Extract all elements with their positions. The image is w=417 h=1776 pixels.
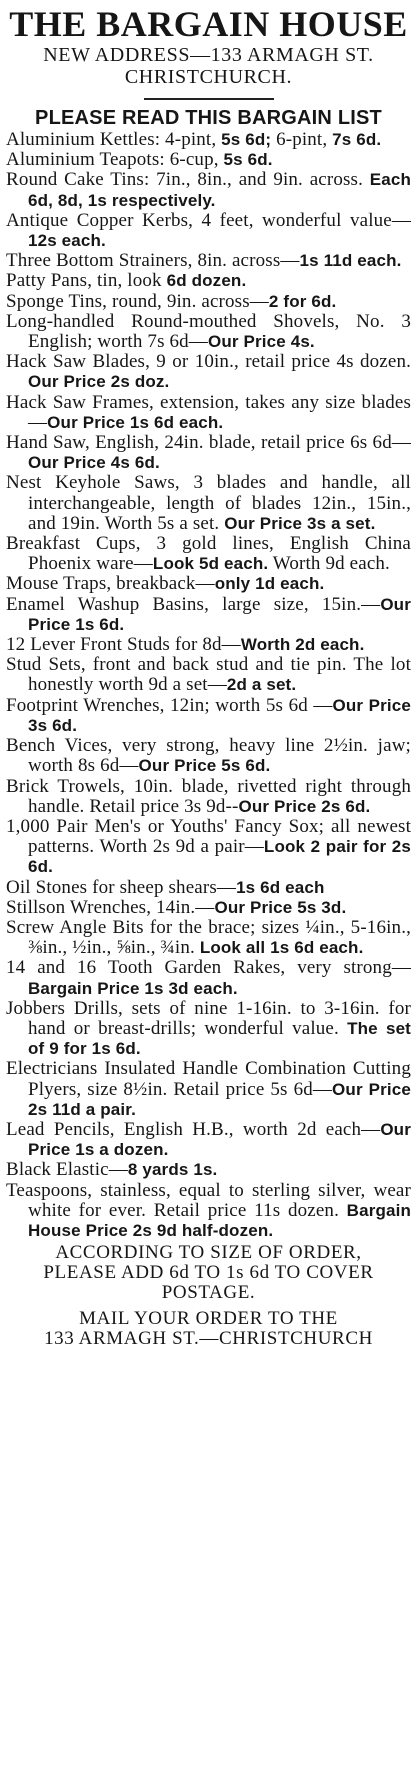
item-price: 1s 6d each bbox=[236, 877, 325, 897]
item-price: Bargain House Price 2s 9d half-dozen. bbox=[28, 1200, 411, 1240]
item-description: Hack Saw Blades, 9 or 10in., retail price 4s dozen. bbox=[6, 351, 411, 373]
item-price: Our Price 2s doz. bbox=[28, 372, 170, 392]
item-description: Hack Saw Frames, extension, takes any size blades— bbox=[6, 391, 411, 433]
list-item bbox=[6, 918, 411, 958]
item-price: 2d a set. bbox=[226, 675, 297, 695]
item-description: Enamel Washup Basins, large size, 15in.— bbox=[6, 593, 381, 615]
list-item bbox=[6, 595, 411, 635]
item-description: Lead Pencils, English H.B., worth 2d each— bbox=[6, 1118, 381, 1140]
item-description: Worth 9d each. bbox=[268, 553, 390, 575]
list-item bbox=[6, 898, 411, 918]
item-price: Our Price 1s 6d. bbox=[28, 594, 411, 634]
item-price: Our Price 3s 6d. bbox=[28, 695, 411, 735]
page-title: THE BARGAIN HOUSE bbox=[9, 4, 408, 44]
item-description: Footprint Wrenches, 12in; worth 5s 6d — bbox=[6, 694, 333, 716]
item-description: Screw Angle Bits for the brace; sizes ¼in., 5-16in., ⅜in., ½in., ⅝in., ¾in. bbox=[6, 916, 411, 959]
list-item bbox=[6, 655, 411, 695]
list-item bbox=[6, 393, 411, 433]
item-description: Brick Trowels, 10in. blade, rivetted right through handle. Retail price 3s 9d-- bbox=[6, 775, 411, 817]
item-price: 12s each. bbox=[28, 231, 106, 251]
list-item bbox=[6, 1120, 411, 1160]
item-description: Patty Pans, tin, look bbox=[6, 270, 167, 292]
item-description: Nest Keyhole Saws, 3 blades and handle, all interchangeable, length of blades 12in., 15in., and 19in. Worth 5s a set. bbox=[6, 472, 411, 534]
item-price: 5s 6d. bbox=[223, 150, 273, 170]
item-price: only 1d each. bbox=[214, 574, 325, 594]
list-item bbox=[6, 211, 411, 251]
item-description: Mouse Traps, breakback— bbox=[6, 573, 215, 595]
bargain-list bbox=[6, 130, 411, 1241]
item-description: Stud Sets, front and back stud and tie pin. The lot honestly worth 9d a set— bbox=[6, 654, 411, 696]
item-price: 7s 6d. bbox=[332, 130, 382, 149]
list-item bbox=[6, 696, 411, 736]
list-item bbox=[6, 312, 411, 352]
postage-line-3: POSTAGE. bbox=[161, 1282, 256, 1304]
item-description: Teaspoons, stainless, equal to sterling silver, wear white for ever. Retail price 11s dozen. bbox=[6, 1179, 411, 1221]
item-description: Antique Copper Kerbs, 4 feet, wonderful value— bbox=[6, 209, 411, 231]
item-description: Aluminium Teapots: 6-cup, bbox=[6, 149, 224, 171]
list-item bbox=[6, 817, 411, 878]
item-price: Look 5d each. bbox=[152, 554, 269, 574]
list-item bbox=[6, 574, 411, 594]
mail-line-2: 133 ARMAGH ST.—CHRISTCHURCH bbox=[44, 1328, 373, 1350]
list-item bbox=[6, 1059, 411, 1120]
list-item bbox=[6, 736, 411, 776]
item-description: Jobbers Drills, sets of nine 1-16in. to 3-16in. for hand or breast-drills; wonderful value. bbox=[6, 997, 411, 1039]
item-description: Sponge Tins, round, 9in. across— bbox=[6, 290, 269, 312]
list-heading: PLEASE READ THIS BARGAIN LIST bbox=[35, 107, 382, 129]
item-description: Round Cake Tins: 7in., 8in., and 9in. across. bbox=[6, 169, 370, 191]
item-price: Bargain Price 1s 3d each. bbox=[28, 978, 238, 998]
list-item bbox=[6, 170, 411, 210]
mail-line-1: MAIL YOUR ORDER TO THE bbox=[79, 1308, 338, 1330]
item-price: Our Price 1s 6d each. bbox=[47, 412, 224, 432]
postage-line-2: PLEASE ADD 6d TO 1s 6d TO COVER bbox=[43, 1262, 374, 1284]
list-item bbox=[6, 251, 411, 271]
item-description: Black Elastic— bbox=[6, 1159, 128, 1181]
mail-order-note bbox=[6, 1309, 411, 1349]
item-price: 2 for 6d. bbox=[268, 291, 337, 311]
postage-note bbox=[6, 1243, 411, 1303]
list-item bbox=[6, 352, 411, 392]
item-price: The set of 9 for 1s 6d. bbox=[28, 1018, 411, 1059]
address-line-1: NEW ADDRESS—133 ARMAGH ST. bbox=[43, 44, 374, 66]
item-description: Long-handled Round-mouthed Shovels, No. 3 English; worth 7s 6d— bbox=[6, 310, 411, 353]
item-description: 6-pint, bbox=[276, 129, 333, 150]
item-description: 1,000 Pair Men's or Youths' Fancy Sox; all newest patterns. Worth 2s 9d a pair— bbox=[6, 815, 411, 858]
item-description: Hand Saw, English, 24in. blade, retail price 6s 6d— bbox=[6, 432, 411, 454]
item-price: Look 2 pair for 2s 6d. bbox=[28, 837, 411, 877]
item-price: Our Price 3s a set. bbox=[224, 513, 376, 533]
item-price: Look all 1s 6d each. bbox=[199, 938, 364, 958]
item-description: Breakfast Cups, 3 gold lines, English China Phoenix ware— bbox=[6, 533, 411, 575]
item-price: Our Price 5s 6d. bbox=[138, 756, 271, 776]
item-price: Each 6d, 8d, 1s respectively. bbox=[28, 170, 411, 210]
item-description: 12 Lever Front Studs for 8d— bbox=[6, 634, 241, 656]
item-price: Our Price 4s. bbox=[207, 332, 315, 352]
item-description: Stillson Wrenches, 14in.— bbox=[6, 896, 215, 918]
item-price: Our Price 4s 6d. bbox=[28, 453, 160, 473]
item-price: Our Price 2s 6d. bbox=[238, 796, 371, 816]
item-description: Bench Vices, very strong, heavy line 2½in. jaw; worth 8s 6d— bbox=[6, 735, 411, 777]
list-item bbox=[6, 150, 411, 170]
list-item bbox=[6, 130, 411, 150]
item-price: 8 yards 1s. bbox=[127, 1160, 218, 1180]
list-item bbox=[6, 958, 411, 998]
item-price: 5s 6d; bbox=[221, 130, 277, 149]
item-price: 1s 11d each. bbox=[299, 251, 402, 271]
list-item bbox=[6, 271, 411, 291]
item-description: Oil Stones for sheep shears— bbox=[6, 876, 237, 898]
item-description: Three Bottom Strainers, 8in. across— bbox=[6, 250, 300, 272]
item-description: Aluminium Kettles: 4-pint, bbox=[6, 129, 222, 150]
list-item bbox=[6, 292, 411, 312]
item-price: Our Price 1s a dozen. bbox=[28, 1119, 411, 1160]
list-item bbox=[6, 999, 411, 1060]
list-item bbox=[6, 433, 411, 473]
list-item bbox=[6, 878, 411, 898]
item-price: Our Price 2s 11d a pair. bbox=[28, 1079, 411, 1119]
list-item bbox=[6, 534, 411, 574]
item-price: Our Price 5s 3d. bbox=[214, 897, 347, 917]
list-item bbox=[6, 1160, 411, 1180]
item-price: 6d dozen. bbox=[166, 271, 247, 291]
list-item bbox=[6, 777, 411, 817]
postage-line-1: ACCORDING TO SIZE OF ORDER, bbox=[55, 1242, 362, 1264]
divider bbox=[144, 98, 274, 100]
address-line-2: CHRISTCHURCH. bbox=[124, 66, 293, 88]
item-description: Electricians Insulated Handle Combination Cutting Plyers, size 8½in. Retail price 5s 6d— bbox=[6, 1058, 411, 1100]
item-description: 14 and 16 Tooth Garden Rakes, very strong— bbox=[6, 957, 411, 979]
list-item bbox=[6, 635, 411, 655]
item-price: Worth 2d each. bbox=[240, 635, 365, 655]
list-item bbox=[6, 1181, 411, 1242]
list-item bbox=[6, 473, 411, 534]
